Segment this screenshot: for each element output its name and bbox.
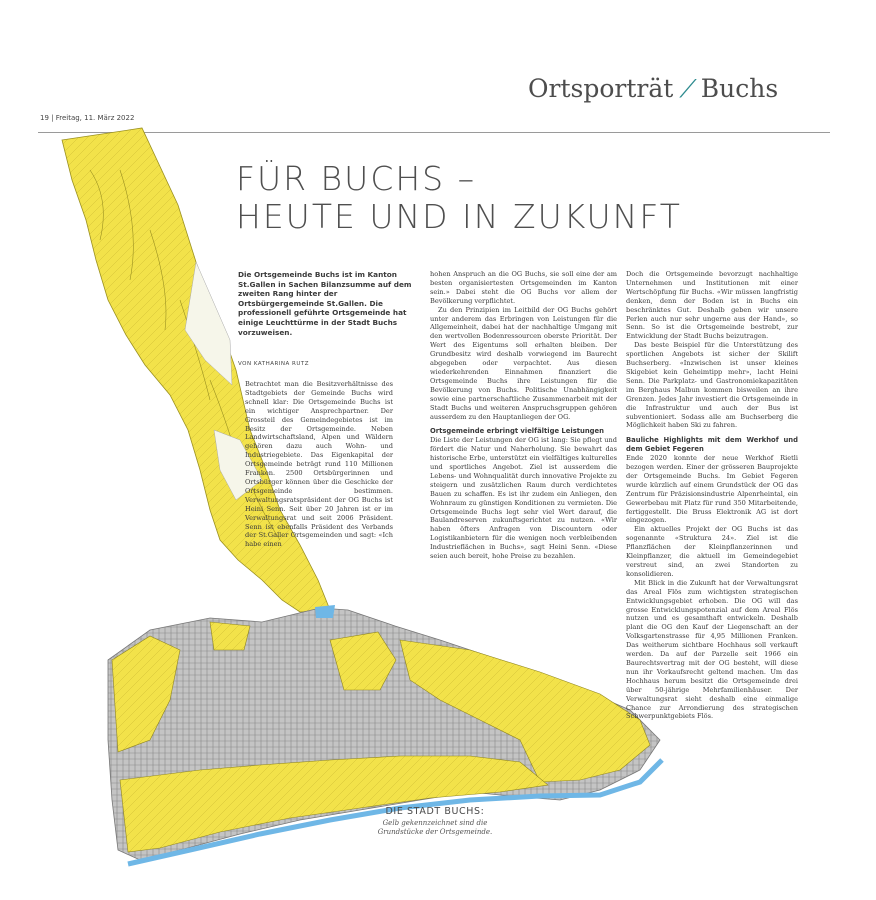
brand-right: Buchs [700,74,779,103]
map-caption [375,806,495,837]
column-3-subhead: Bauliche Highlights mit dem Werkhof und dem Gebiet Fegeren [626,436,798,454]
column-2-intro: hohen Anspruch an die OG Buchs, sie soll eine der am besten organisiertesten Ortsgemeinden im Kanton sein.» Dabei steht die OG Buchs vor allem der Bevölkerung verpflichtet. [430,270,617,305]
headline [236,160,682,236]
brand-separator-icon: ⟋ [679,74,697,103]
author: VON KATHARINA RUTZ [238,361,310,367]
lake-small [315,605,335,618]
parcel-mid [210,622,250,650]
caption-title: DIE STADT BUCHS: [385,806,485,817]
column-2-body: Zu den Prinzipien im Leitbild der OG Buchs gehört unter anderem das Erbringen von Leistungen für die Allgemeinheit, dabei hat der nachhaltige Umgang mit den wertvollen Bodenressourcen oberste Priorität. Der Wert des Eigentums soll erhalten bleiben. Der Grundbesitz wird deshalb vorwiegend im Baurecht abgegeben oder verpachtet. Aus diesen wiederkehrenden Einnahmen finanziert die Ortsgemeinde Buchs ihre Leistungen für die Bevölkerung von Buchs. Politische Unabhängigkeit sowie eine partnerschaftliche Zusammenarbeit mit der Stadt Buchs und weiteren Anspruchsgruppen gehören ausserdem zu den Hauptanliegen der OG. [430,305,617,421]
column-3-intro: Doch die Ortsgemeinde bevorzugt nachhaltige Unternehmen und Institutionen mit einer Wertschöpfung für Buchs. «Wir müssen langfristig denken, denn der Boden ist in Buchs ein beschränktes Gut. Deshalb geben wir unsere Perlen auch nur sehr ungerne aus der Hand», so Senn. So ist die Ortsgemeinde bestrebt, zur Entwicklung der Stadt Buchs beizutragen. [626,270,798,341]
brand-left: Ortsporträt [528,74,674,103]
caption-body: Gelb gekennzeichnet sind die Grundstücke der Ortsgemeinde. [377,819,493,836]
column-2-body-2: Die Liste der Leistungen der OG ist lang: Sie pflegt und fördert die Natur und Naherholung. Sie bewahrt das historische Erbe, unterstützt ein vielfältiges kulturelles und sportliches Angebot. Ziel ist ausserdem die Lebens- und Wohnqualität durch innovative Projekte zu steigern und zusätzlichen Raum durch verdichtetes Bauen zu schaffen. Es ist ihr zudem ein Anliegen, den Wohnraum zu günstigen Konditionen zu vermieten. Die Ortsgemeinde Buchs legt sehr viel Wert darauf, die Baulandreserven zukunftsgerichtet zu nutzen. «Wir haben öfters Anfragen von Discountern oder Logistikanbietern für die wenigen noch verbleibenden Industrieflächen in Buchs», sagt Heini Senn. «Diese seien auch bereit, hohe Preise zu bezahlen. [430,436,617,561]
column-3-body-3: Ein aktuelles Projekt der OG Buchs ist das sogenannte «Struktura 24». Ziel ist die Pflanzflächen der Kleinpflanzerinnen und Kleinpflanzer, die aktuell im Gemeindegebiet verstreut sind, an zwei Standorten zu konsolidieren. [626,525,798,578]
column-2 [430,270,617,561]
column-3-body-2: Ende 2020 konnte der neue Werkhof Rietli bezogen werden. Einer der grösseren Bauprojekte der Ortsgemeinde Buchs. Im Gebiet Fegeren wurde kürzlich auf einem Grundstück der OG das Zentrum für Präzisionsindustrie Alpenrheintal, ein Gewerbebau mit Platz für rund 350 Mitarbeitende, fertiggestellt. Die Bruss Elektronik AG ist dort eingezogen. [626,454,798,525]
page-info: 19 | Freitag, 11. März 2022 [40,114,135,122]
column-3 [626,270,798,721]
column-3-body: Das beste Beispiel für die Unterstützung des sportlichen Angebots ist sicher der Skilift Buchserberg. «Inzwischen ist unser kleines Skigebiet kein Geheimtipp mehr», lacht Heini Senn. Die Parkplatz- und Gastronomiekapazitäten im Berghaus Malbun kommen bisweilen an ihre Grenzen. Jedes Jahr investiert die Ortsgemeinde in die Infrastruktur und auch der Bus ist subventioniert. Sodass alle am Buchserberg die Möglichkeit haben Ski zu fahren. [626,341,798,430]
column-1-text: Betrachtet man die Besitzverhältnisse des Stadtgebiets der Gemeinde Buchs wird schnell klar: Die Ortsgemeinde Buchs ist ein wichtiger Ansprechpartner. Der Grossteil des Gemeindegebietes ist im Besitz der Ortsgemeinde. Neben Landwirtschaftsland, Alpen und Wäldern gehören dazu auch Wohn- und Industriegebiete. Das Eigenkapital der Ortsgemeinde beträgt rund 110 Millionen Franken. 2500 Ortsbürgerinnen und Ortsbürger können über die Geschicke der Ortsgemeinde bestimmen. Verwaltungsratspräsident der OG Buchs ist Heini Senn. Seit über 20 Jahren ist er im Verwaltungsrat und seit 2006 Präsident. Senn ist ebenfalls Präsident des Verbands der St.Galler Ortsgemeinden und sagt: «Ich habe einen [245,380,393,549]
lead-text: Die Ortsgemeinde Buchs ist im Kanton St.Gallen in Sachen Bilanzsumme auf dem zweiten Rang hinter der Ortsbürgergemeinde St.Gallen. Die professionell geführte Ortsgemeinde hat einige Leuchttürme in der Stadt Buchs vorzuweisen. [238,270,412,337]
column-3-body-4: Mit Blick in die Zukunft hat der Verwaltungsrat das Areal Flös zum wichtigsten strategischen Entwicklungsgebiet erhoben. Die OG will das grosse Entwicklungspotenzial auf dem Areal Flös nutzen und es gesamthaft entwickeln. Deshalb plant die OG den Kauf der Liegenschaft an der Volksgartenstrasse für 4,95 Millionen Franken. Das weitherum sichtbare Hochhaus soll verkauft werden. Da auf der Parzelle seit 1966 ein Baurechtsvertrag mit der OG besteht, will diese nun ihr Vorkaufsrecht geltend machen. Um das Hochhaus herum besitzt die Ortsgemeinde drei über 50-jährige Mehrfamilienhäuser. Der Verwaltungsrat sieht deshalb eine einmalige Chance zur Arrondierung des strategischen Schwerpunktgebiets Flös. [626,578,798,721]
column-1 [245,380,393,549]
column-2-subhead: Ortsgemeinde erbringt vielfältige Leistungen [430,427,604,436]
headline-line1: FÜR BUCHS – [236,159,477,198]
headline-line2: HEUTE UND IN ZUKUNFT [236,197,682,236]
